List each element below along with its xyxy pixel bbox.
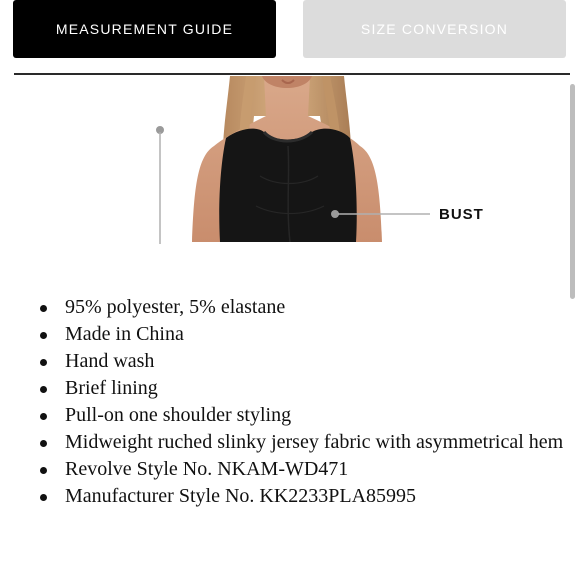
list-item: Made in China <box>40 321 570 348</box>
height-guide-line <box>152 120 168 244</box>
tab-measurement-guide[interactable]: MEASUREMENT GUIDE <box>13 0 276 58</box>
bust-guide-line <box>328 206 432 222</box>
list-item: Manufacturer Style No. KK2233PLA85995 <box>40 483 570 510</box>
measurement-figure <box>0 76 580 266</box>
product-details-list <box>40 294 570 510</box>
list-item: Revolve Style No. NKAM-WD471 <box>40 456 570 483</box>
bust-label: BUST <box>439 206 484 223</box>
list-item: Midweight ruched slinky jersey fabric with asymmetrical hem <box>40 429 570 456</box>
tab-size-conversion[interactable]: SIZE CONVERSION <box>303 0 566 58</box>
list-item: Pull-on one shoulder styling <box>40 402 570 429</box>
tab-bar <box>0 0 580 74</box>
tab-divider <box>14 73 570 75</box>
list-item: Hand wash <box>40 348 570 375</box>
list-item: Brief lining <box>40 375 570 402</box>
list-item: 95% polyester, 5% elastane <box>40 294 570 321</box>
